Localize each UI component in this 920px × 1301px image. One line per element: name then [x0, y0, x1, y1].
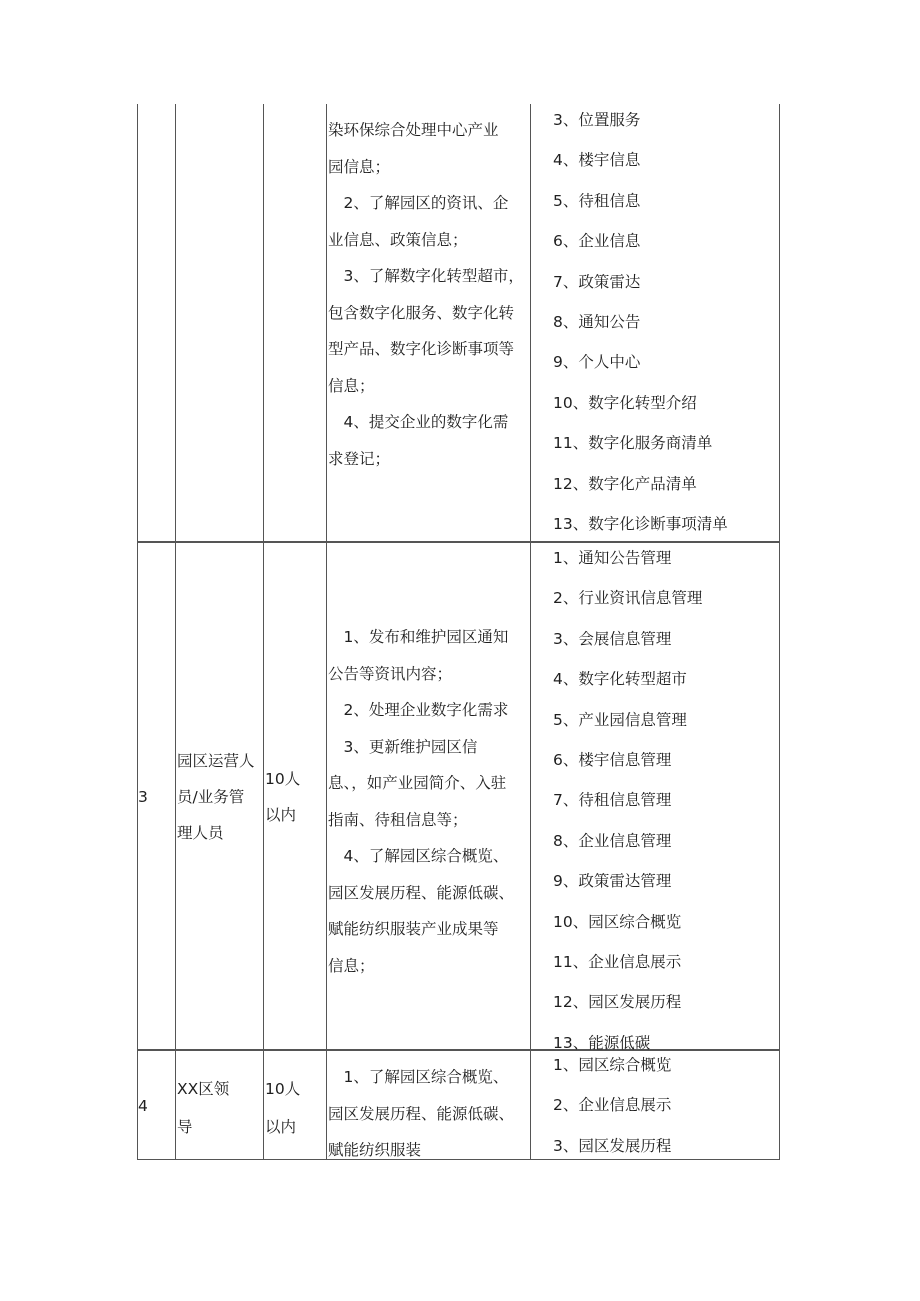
function-item: 10、园区综合概览 — [553, 912, 682, 931]
function-item: 1、园区综合概览 — [553, 1056, 672, 1074]
requirements-cell-prev — [328, 112, 528, 477]
function-item: 6、楼宇信息管理 — [553, 750, 672, 769]
requirement-line: 园区发展历程、能源低碳、 — [328, 1104, 515, 1123]
function-item: 10、数字化转型介绍 — [553, 393, 697, 412]
grid-line — [530, 104, 531, 1160]
role-line: 员/业务管 — [177, 788, 245, 806]
function-item: 6、企业信息 — [553, 232, 641, 251]
function-item: 4、楼宇信息 — [553, 151, 641, 170]
requirement-line: 1、发布和维护园区通知 — [328, 628, 509, 646]
requirement-line: 信息； — [328, 376, 375, 395]
requirement-line: 包含数字化服务、数字化转 — [328, 303, 515, 322]
function-item: 3、会展信息管理 — [553, 629, 672, 648]
function-item: 11、数字化服务商清单 — [553, 434, 713, 453]
function-item: 8、通知公告 — [553, 312, 641, 331]
requirement-line: 息、，如产业园简介、入驻 — [328, 774, 507, 792]
role-line: 导 — [177, 1118, 193, 1136]
requirement-line: 求登记； — [328, 449, 391, 468]
requirement-line: 4、提交企业的数字化需 — [328, 413, 509, 431]
function-item: 7、政策雷达 — [553, 272, 641, 291]
function-item: 3、位置服务 — [553, 111, 641, 129]
function-item: 9、个人中心 — [553, 353, 641, 372]
requirement-line: 2、了解园区的资讯、企 — [328, 194, 509, 212]
function-item: 12、园区发展历程 — [553, 993, 682, 1012]
count-line: 以内 — [265, 806, 297, 824]
grid-line — [779, 104, 780, 1160]
function-item: 13、能源低碳 — [553, 1033, 651, 1052]
grid-line — [137, 104, 138, 1160]
user-role-table — [137, 104, 780, 1160]
function-item: 2、企业信息展示 — [553, 1096, 672, 1115]
requirements-cell — [328, 1059, 528, 1169]
requirement-line: 染环保综合处理中心产业 — [328, 121, 499, 139]
grid-line — [263, 104, 264, 1160]
function-item: 5、待租信息 — [553, 191, 641, 210]
count-line: 10人 — [265, 770, 301, 788]
function-item: 11、企业信息展示 — [553, 952, 682, 971]
requirement-line: 赋能纺织服装 — [328, 1141, 422, 1159]
function-item: 5、产业园信息管理 — [553, 710, 687, 729]
requirement-line: 1、了解园区综合概览、 — [328, 1068, 509, 1086]
function-item: 2、行业资讯信息管理 — [553, 589, 703, 608]
functions-cell — [553, 1051, 778, 1172]
count-cell — [265, 761, 300, 833]
role-line: 理人员 — [177, 824, 224, 842]
row-index: 4 — [138, 1097, 148, 1115]
requirement-line: 信息； — [328, 956, 375, 975]
functions-cell — [553, 544, 778, 1069]
requirement-line: 业信息、政策信息； — [328, 230, 468, 249]
grid-line — [326, 104, 327, 1160]
requirements-cell — [328, 619, 528, 984]
requirement-line: 2、处理企业数字化需求 — [328, 701, 509, 719]
functions-cell-prev — [553, 106, 778, 550]
function-item: 12、数字化产品清单 — [553, 474, 697, 493]
role-line: 园区运营人 — [177, 752, 255, 770]
requirement-line: 园区发展历程、能源低碳、 — [328, 883, 515, 902]
requirement-line: 3、了解数字化转型超市， — [328, 267, 524, 285]
function-item: 7、待租信息管理 — [553, 791, 672, 810]
count-line: 以内 — [265, 1118, 297, 1136]
requirement-line: 3、更新维护园区信 — [328, 737, 478, 756]
role-cell — [177, 743, 255, 851]
requirement-line: 赋能纺织服装产业成果等 — [328, 920, 499, 938]
function-item: 3、园区发展历程 — [553, 1136, 672, 1155]
function-item: 13、数字化诊断事项清单 — [553, 514, 728, 533]
requirement-line: 指南、待租信息等； — [328, 810, 468, 829]
requirement-line: 4、了解园区综合概览、 — [328, 847, 509, 865]
count-line: 10人 — [265, 1080, 301, 1098]
requirement-line: 园信息； — [328, 157, 391, 176]
count-cell — [265, 1070, 300, 1146]
requirement-line: 公告等资讯内容； — [328, 664, 453, 683]
function-item: 9、政策雷达管理 — [553, 872, 672, 891]
requirement-line: 型产品、数字化诊断事项等 — [328, 340, 515, 358]
role-line: XX区领 — [177, 1080, 230, 1098]
grid-line — [175, 104, 176, 1160]
function-item: 1、通知公告管理 — [553, 549, 672, 567]
row-index: 3 — [138, 788, 148, 806]
function-item: 8、企业信息管理 — [553, 831, 672, 850]
function-item: 4、数字化转型超市 — [553, 670, 687, 689]
role-cell — [177, 1070, 229, 1146]
